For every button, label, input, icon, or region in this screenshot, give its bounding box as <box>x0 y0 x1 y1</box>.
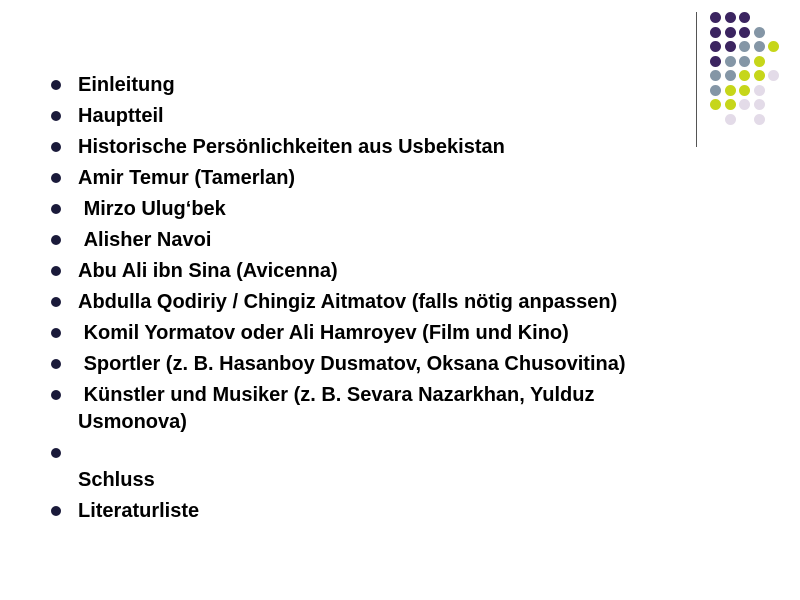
bullet-item-film-und-kino <box>48 320 698 347</box>
decorative-dot <box>710 85 721 96</box>
bullet-text: Abdulla Qodiriy / Chingiz Aitmatov (falls nötig anpassen) <box>78 291 618 313</box>
bullet-item-amir-temur <box>48 165 698 192</box>
decorative-dot <box>725 41 736 52</box>
bullet-dot-icon <box>51 235 61 245</box>
decorative-dot <box>725 114 736 125</box>
decorative-dot <box>725 27 736 38</box>
decorative-dot <box>754 41 765 52</box>
decorative-dot <box>754 114 765 125</box>
decorative-dot-grid <box>710 12 800 132</box>
bullet-text: Abu Ali ibn Sina (Avicenna) <box>78 260 338 282</box>
bullet-dot-icon <box>51 297 61 307</box>
bullet-dot-icon <box>51 328 61 338</box>
decorative-dot <box>725 12 736 23</box>
bullet-dot-icon <box>51 506 61 516</box>
decorative-dot <box>754 70 765 81</box>
bullet-dot-icon <box>51 390 61 400</box>
bullet-text: Komil Yormatov oder Ali Hamroyev (Film und Kino) <box>78 322 569 344</box>
bullet-text: Alisher Navoi <box>78 229 212 251</box>
bullet-dot-icon <box>51 142 61 152</box>
decorative-dot <box>739 70 750 81</box>
decorative-dot <box>754 99 765 110</box>
decorative-dot <box>739 85 750 96</box>
decorative-dot <box>710 70 721 81</box>
decorative-dot <box>725 99 736 110</box>
bullet-item-mirzo-ulugbek <box>48 196 698 223</box>
bullet-dot-icon <box>51 173 61 183</box>
bullet-dot-icon <box>51 448 61 458</box>
bullet-dot-icon <box>51 204 61 214</box>
decorative-dot <box>739 12 750 23</box>
bullet-item-kuenstler-musiker <box>48 382 698 436</box>
decorative-dot <box>739 56 750 67</box>
bullet-text: Literaturliste <box>78 500 200 522</box>
decorative-dot <box>739 99 750 110</box>
bullet-text: Schluss <box>78 469 155 491</box>
bullet-dot-icon <box>51 80 61 90</box>
bullet-text: Künstler und Musiker (z. B. Sevara Nazarkhan, Yulduz Usmonova) <box>78 384 601 433</box>
decorative-dot <box>710 27 721 38</box>
bullet-item-schluss <box>48 440 698 494</box>
bullet-item-ibn-sina <box>48 258 698 285</box>
bullet-item-historische-persoenlichkeiten <box>48 134 698 161</box>
bullet-dot-icon <box>51 266 61 276</box>
decorative-dot <box>710 56 721 67</box>
decorative-dot <box>739 41 750 52</box>
bullet-dot-icon <box>51 359 61 369</box>
bullet-text: Sportler (z. B. Hasanboy Dusmatov, Oksana Chusovitina) <box>78 353 626 375</box>
decorative-dot <box>710 99 721 110</box>
decorative-dot <box>739 27 750 38</box>
decorative-dot <box>725 70 736 81</box>
bullet-text: Einleitung <box>78 74 175 96</box>
bullet-list <box>48 72 698 529</box>
decorative-dot <box>754 85 765 96</box>
decorative-dot <box>710 41 721 52</box>
decorative-dot <box>725 85 736 96</box>
decorative-dot <box>710 12 721 23</box>
bullet-item-qodiriy-aitmatov <box>48 289 698 316</box>
bullet-item-sportler <box>48 351 698 378</box>
bullet-text: Historische Persönlichkeiten aus Usbekistan <box>78 136 505 158</box>
bullet-item-alisher-navoi <box>48 227 698 254</box>
bullet-item-literaturliste <box>48 498 698 525</box>
bullet-text: Amir Temur (Tamerlan) <box>78 167 296 189</box>
bullet-text: Mirzo Ulug‘bek <box>78 198 226 220</box>
decorative-dot <box>725 56 736 67</box>
decorative-dot <box>768 41 779 52</box>
bullet-text: Hauptteil <box>78 105 164 127</box>
bullet-item-einleitung <box>48 72 698 99</box>
decorative-dot <box>754 56 765 67</box>
bullet-dot-icon <box>51 111 61 121</box>
decorative-dot <box>768 70 779 81</box>
decorative-dot <box>754 27 765 38</box>
bullet-item-hauptteil <box>48 103 698 130</box>
